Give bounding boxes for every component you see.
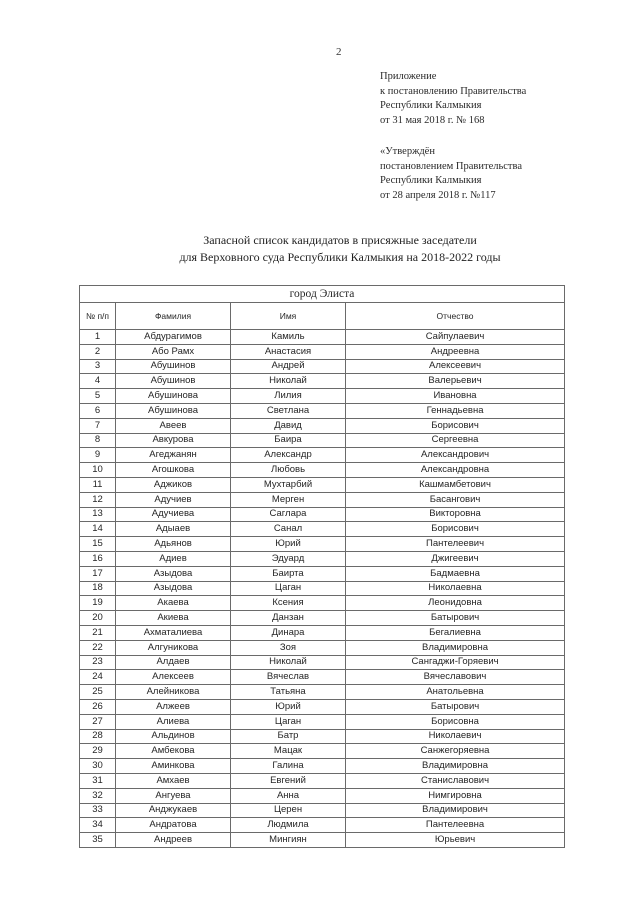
cell-patronymic: Санжегоряевна: [346, 744, 565, 759]
cell-num: 11: [80, 477, 116, 492]
cell-last-name: Аминкова: [116, 759, 231, 774]
table-row: [80, 448, 565, 463]
cell-last-name: Абдурагимов: [116, 330, 231, 345]
cell-last-name: Азыдова: [116, 566, 231, 581]
cell-patronymic: Геннадьевна: [346, 403, 565, 418]
cell-num: 31: [80, 773, 116, 788]
cell-first-name: Мухтарбий: [231, 477, 346, 492]
cell-first-name: Андрей: [231, 359, 346, 374]
cell-first-name: Лилия: [231, 389, 346, 404]
table-row: [80, 685, 565, 700]
cell-patronymic: Александровна: [346, 463, 565, 478]
annex-line: от 31 мая 2018 г. № 168: [380, 114, 485, 126]
cell-first-name: Динара: [231, 625, 346, 640]
cell-num: 9: [80, 448, 116, 463]
cell-num: 32: [80, 788, 116, 803]
header-patronymic: Отчество: [346, 303, 565, 330]
table-row: [80, 818, 565, 833]
annex-line: Приложение: [380, 71, 437, 82]
cell-patronymic: Вячеславович: [346, 670, 565, 685]
cell-num: 10: [80, 463, 116, 478]
table-body: [80, 330, 565, 848]
cell-last-name: Андреев: [116, 833, 231, 848]
table-row: [80, 833, 565, 848]
cell-first-name: Галина: [231, 759, 346, 774]
cell-first-name: Зоя: [231, 640, 346, 655]
cell-patronymic: Бегалиевна: [346, 625, 565, 640]
cell-patronymic: Николаевич: [346, 729, 565, 744]
table-row: [80, 566, 565, 581]
cell-last-name: Абушинова: [116, 403, 231, 418]
title-line-2: для Верховного суда Республики Калмыкия на 2018-2022 годы: [179, 250, 501, 264]
cell-first-name: Юрий: [231, 537, 346, 552]
table-row: [80, 492, 565, 507]
cell-last-name: Андратова: [116, 818, 231, 833]
cell-last-name: Алиева: [116, 714, 231, 729]
cell-patronymic: Валерьевич: [346, 374, 565, 389]
cell-last-name: Адучиев: [116, 492, 231, 507]
cell-patronymic: Леонидовна: [346, 596, 565, 611]
cell-last-name: Алжеев: [116, 699, 231, 714]
cell-first-name: Камиль: [231, 330, 346, 345]
table-row: [80, 463, 565, 478]
cell-patronymic: Бадмаевна: [346, 566, 565, 581]
table-row: [80, 403, 565, 418]
cell-num: 14: [80, 522, 116, 537]
cell-last-name: Акаева: [116, 596, 231, 611]
cell-last-name: Адиев: [116, 551, 231, 566]
cell-first-name: Батр: [231, 729, 346, 744]
cell-first-name: Церен: [231, 803, 346, 818]
cell-patronymic: Сангаджи-Горяевич: [346, 655, 565, 670]
cell-first-name: Саглара: [231, 507, 346, 522]
cell-num: 35: [80, 833, 116, 848]
cell-patronymic: Борисовна: [346, 714, 565, 729]
cell-num: 18: [80, 581, 116, 596]
cell-num: 12: [80, 492, 116, 507]
cell-patronymic: Борисович: [346, 418, 565, 433]
table-row: [80, 551, 565, 566]
cell-first-name: Эдуард: [231, 551, 346, 566]
cell-patronymic: Станиславович: [346, 773, 565, 788]
table-row: [80, 699, 565, 714]
cell-patronymic: Юрьевич: [346, 833, 565, 848]
cell-last-name: Алейникова: [116, 685, 231, 700]
cell-num: 21: [80, 625, 116, 640]
header-last-name: Фамилия: [116, 303, 231, 330]
table-row: [80, 344, 565, 359]
cell-num: 26: [80, 699, 116, 714]
cell-patronymic: Николаевна: [346, 581, 565, 596]
city-name: город Элиста: [80, 286, 565, 303]
approved-line: от 28 апреля 2018 г. №117: [380, 189, 496, 201]
cell-patronymic: Батырович: [346, 699, 565, 714]
cell-patronymic: Александрович: [346, 448, 565, 463]
cell-last-name: Адыаев: [116, 522, 231, 537]
cell-num: 4: [80, 374, 116, 389]
cell-num: 29: [80, 744, 116, 759]
cell-num: 15: [80, 537, 116, 552]
cell-first-name: Вячеслав: [231, 670, 346, 685]
cell-patronymic: Ивановна: [346, 389, 565, 404]
cell-patronymic: Викторовна: [346, 507, 565, 522]
table-row: [80, 522, 565, 537]
cell-num: 19: [80, 596, 116, 611]
cell-num: 17: [80, 566, 116, 581]
cell-first-name: Александр: [231, 448, 346, 463]
cell-first-name: Евгений: [231, 773, 346, 788]
table-row: [80, 611, 565, 626]
cell-num: 34: [80, 818, 116, 833]
cell-patronymic: Анатольевна: [346, 685, 565, 700]
table-row: [80, 670, 565, 685]
cell-first-name: Николай: [231, 655, 346, 670]
cell-last-name: Ахматалиева: [116, 625, 231, 640]
cell-num: 33: [80, 803, 116, 818]
table-row: [80, 359, 565, 374]
cell-last-name: Або Рамх: [116, 344, 231, 359]
table-row: [80, 625, 565, 640]
cell-first-name: Мингиян: [231, 833, 346, 848]
table-row: [80, 759, 565, 774]
table-row: [80, 773, 565, 788]
cell-first-name: Татьяна: [231, 685, 346, 700]
cell-num: 3: [80, 359, 116, 374]
cell-last-name: Адучиева: [116, 507, 231, 522]
table-row: [80, 729, 565, 744]
cell-first-name: Баира: [231, 433, 346, 448]
cell-last-name: Алдаев: [116, 655, 231, 670]
header-first-name: Имя: [231, 303, 346, 330]
table-row: [80, 640, 565, 655]
cell-last-name: Адьянов: [116, 537, 231, 552]
table-row: [80, 655, 565, 670]
table-row: [80, 389, 565, 404]
cell-patronymic: Кашмамбетович: [346, 477, 565, 492]
cell-num: 2: [80, 344, 116, 359]
cell-patronymic: Батырович: [346, 611, 565, 626]
cell-first-name: Баирта: [231, 566, 346, 581]
title-line-1: Запасной список кандидатов в присяжные заседатели: [203, 233, 477, 247]
cell-patronymic: Владимировна: [346, 759, 565, 774]
cell-num: 1: [80, 330, 116, 345]
cell-num: 13: [80, 507, 116, 522]
cell-last-name: Авеев: [116, 418, 231, 433]
cell-patronymic: Борисович: [346, 522, 565, 537]
table-row: [80, 507, 565, 522]
cell-first-name: Цаган: [231, 714, 346, 729]
approved-line: Республики Калмыкия: [380, 175, 482, 186]
cell-num: 7: [80, 418, 116, 433]
cell-first-name: Николай: [231, 374, 346, 389]
cell-patronymic: Владимирович: [346, 803, 565, 818]
cell-last-name: Азыдова: [116, 581, 231, 596]
candidates-table: [79, 285, 565, 848]
cell-patronymic: Пантелеевич: [346, 537, 565, 552]
table-row: [80, 477, 565, 492]
annex-line: Республики Калмыкия: [380, 100, 482, 111]
cell-num: 6: [80, 403, 116, 418]
cell-first-name: Людмила: [231, 818, 346, 833]
table-row: [80, 714, 565, 729]
cell-first-name: Любовь: [231, 463, 346, 478]
cell-last-name: Алгуникова: [116, 640, 231, 655]
cell-patronymic: Алексеевич: [346, 359, 565, 374]
table-row: [80, 803, 565, 818]
table-row: [80, 537, 565, 552]
cell-last-name: Абушинов: [116, 374, 231, 389]
cell-last-name: Ангуева: [116, 788, 231, 803]
cell-num: 25: [80, 685, 116, 700]
header-num: № п/п: [80, 303, 116, 330]
cell-num: 16: [80, 551, 116, 566]
table-row: [80, 433, 565, 448]
approved-line: постановлением Правительства: [380, 160, 523, 172]
cell-first-name: Данзан: [231, 611, 346, 626]
table-row: [80, 744, 565, 759]
table-row: [80, 330, 565, 345]
approved-line: «Утверждён: [380, 146, 435, 157]
cell-patronymic: Сергеевна: [346, 433, 565, 448]
cell-num: 5: [80, 389, 116, 404]
table-row: [80, 581, 565, 596]
table-row: [80, 418, 565, 433]
table-row: [80, 374, 565, 389]
cell-first-name: Анастасия: [231, 344, 346, 359]
city-row: [80, 286, 565, 303]
cell-last-name: Абушинова: [116, 389, 231, 404]
cell-last-name: Акиева: [116, 611, 231, 626]
cell-patronymic: Басангович: [346, 492, 565, 507]
cell-patronymic: Пантелеевна: [346, 818, 565, 833]
table-row: [80, 788, 565, 803]
table-row: [80, 596, 565, 611]
cell-num: 22: [80, 640, 116, 655]
cell-patronymic: Сайпулаевич: [346, 330, 565, 345]
approved-block: [380, 145, 522, 203]
cell-first-name: Давид: [231, 418, 346, 433]
annex-block: [380, 70, 526, 128]
cell-num: 20: [80, 611, 116, 626]
cell-last-name: Абушинов: [116, 359, 231, 374]
cell-num: 23: [80, 655, 116, 670]
cell-num: 28: [80, 729, 116, 744]
cell-patronymic: Джигеевич: [346, 551, 565, 566]
cell-first-name: Анна: [231, 788, 346, 803]
cell-patronymic: Владимировна: [346, 640, 565, 655]
cell-last-name: Аджиков: [116, 477, 231, 492]
cell-first-name: Светлана: [231, 403, 346, 418]
annex-line: к постановлению Правительства: [380, 85, 527, 97]
cell-first-name: Мацак: [231, 744, 346, 759]
cell-patronymic: Андреевна: [346, 344, 565, 359]
cell-last-name: Амбекова: [116, 744, 231, 759]
cell-num: 27: [80, 714, 116, 729]
cell-last-name: Амхаев: [116, 773, 231, 788]
cell-last-name: Агеджанян: [116, 448, 231, 463]
cell-num: 30: [80, 759, 116, 774]
cell-first-name: Цаган: [231, 581, 346, 596]
page-number: 2: [336, 46, 342, 58]
cell-last-name: Авкурова: [116, 433, 231, 448]
cell-last-name: Анджукаев: [116, 803, 231, 818]
cell-patronymic: Нимгировна: [346, 788, 565, 803]
cell-first-name: Ксения: [231, 596, 346, 611]
document-title: [100, 232, 580, 266]
header-row: [80, 303, 565, 330]
cell-last-name: Агошкова: [116, 463, 231, 478]
cell-first-name: Юрий: [231, 699, 346, 714]
cell-first-name: Санал: [231, 522, 346, 537]
cell-last-name: Альдинов: [116, 729, 231, 744]
cell-num: 24: [80, 670, 116, 685]
cell-num: 8: [80, 433, 116, 448]
cell-last-name: Алексеев: [116, 670, 231, 685]
cell-first-name: Мерген: [231, 492, 346, 507]
